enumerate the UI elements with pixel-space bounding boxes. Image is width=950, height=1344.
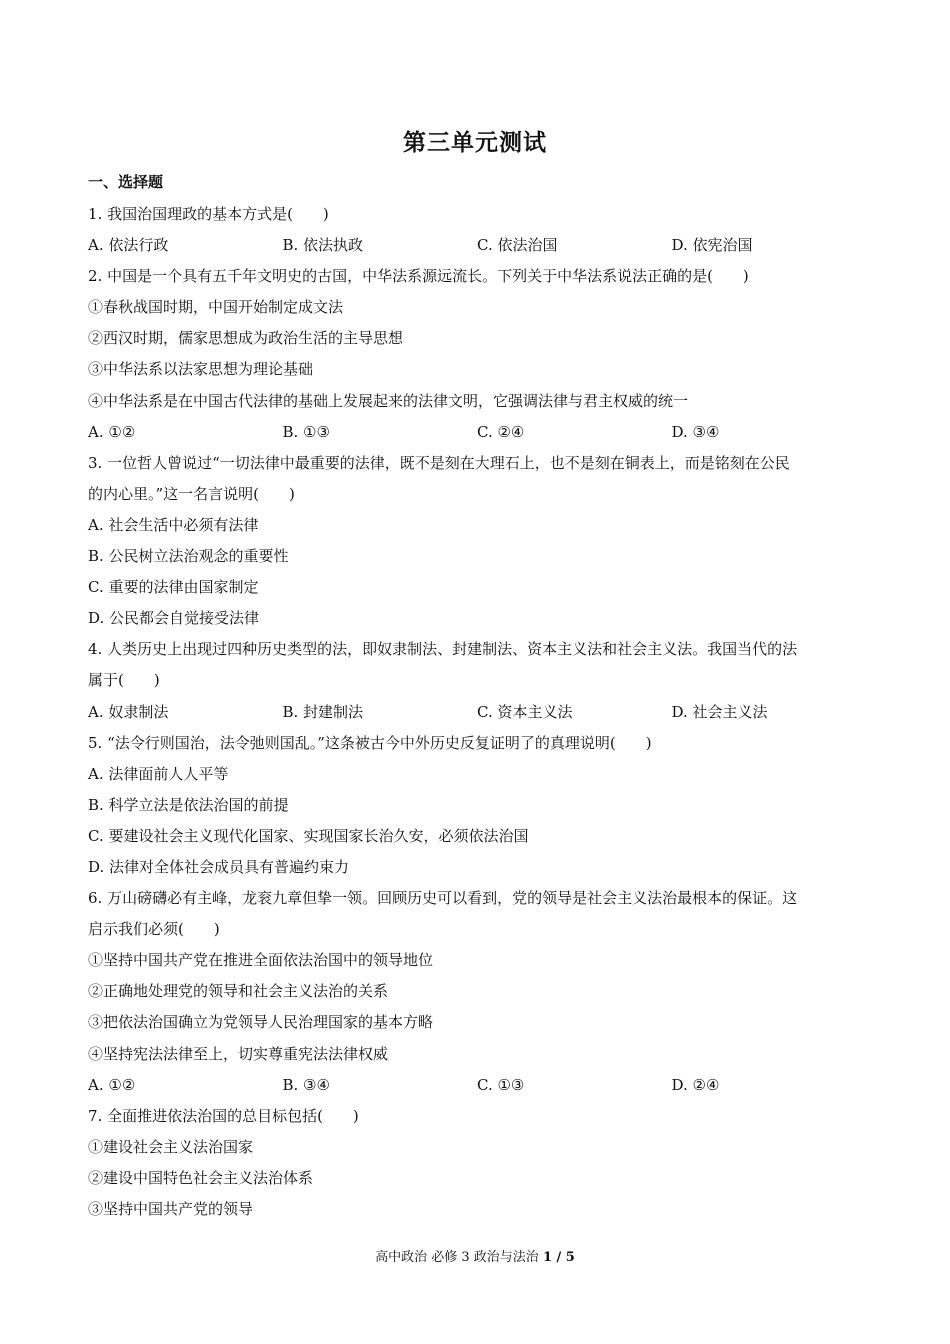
option-c: C. 资本主义法 xyxy=(477,702,573,721)
option-b: B. 依法执政 xyxy=(282,236,364,255)
option-c: C. 依法治国 xyxy=(477,236,558,255)
option-b: B. ①③ xyxy=(282,422,330,441)
statement-item: ②正确地处理党的领导和社会主义法治的关系 xyxy=(88,982,389,1001)
option-a: A. 奴隶制法 xyxy=(88,702,169,721)
question-6-stem-cont: 启示我们必须( ) xyxy=(88,920,220,939)
option-b: B. 公民树立法治观念的重要性 xyxy=(88,547,289,566)
page-title: 第三单元测试 xyxy=(403,129,547,156)
question-list xyxy=(88,199,866,1225)
question-3-stem: 3. 一位哲人曾说过“一切法律中最重要的法律，既不是刻在大理石上，也不是刻在铜表上，而是铭刻在公民 xyxy=(88,453,790,472)
option-c: C. 要建设社会主义现代化国家、实现国家长治久安，必须依法治国 xyxy=(88,826,529,845)
question-2-options xyxy=(88,417,866,448)
option-a: A. 社会生活中必须有法律 xyxy=(88,515,259,534)
question-4-stem-cont: 属于( ) xyxy=(88,671,160,690)
section-heading: 一、选择题 xyxy=(88,173,164,191)
option-d: D. 公民都会自觉接受法律 xyxy=(88,609,260,628)
question-3-stem-cont: 的内心里。”这一名言说明( ) xyxy=(88,484,295,503)
option-d: D. ③④ xyxy=(671,422,720,441)
option-a: A. 依法行政 xyxy=(88,236,169,255)
option-d: D. 法律对全体社会成员具有普遍约束力 xyxy=(88,857,350,876)
option-c: C. ①③ xyxy=(477,1075,525,1094)
option-a: A. ①② xyxy=(88,1075,136,1094)
statement-item: ③中华法系以法家思想为理论基础 xyxy=(88,360,314,379)
option-d: D. ②④ xyxy=(671,1075,720,1094)
option-b: B. 科学立法是依法治国的前提 xyxy=(88,795,289,814)
question-2-stem: 2. 中国是一个具有五千年文明史的古国，中华法系源远流长。下列关于中华法系说法正确的是( ) xyxy=(88,267,749,286)
question-4-options xyxy=(88,697,866,728)
statement-item: ①建设社会主义法治国家 xyxy=(88,1137,254,1156)
page-number: 1 / 5 xyxy=(542,1250,575,1265)
option-b: B. ③④ xyxy=(282,1075,330,1094)
question-1-stem: 1. 我国治国理政的基本方式是( ) xyxy=(88,205,329,223)
statement-item: ②建设中国特色社会主义法治体系 xyxy=(88,1168,314,1187)
statement-item: ③坚持中国共产党的领导 xyxy=(88,1200,254,1218)
option-a: A. 法律面前人人平等 xyxy=(88,764,229,783)
option-d: D. 依宪治国 xyxy=(671,236,753,255)
option-b: B. 封建制法 xyxy=(282,702,364,721)
page-footer xyxy=(0,1246,950,1265)
question-6-stem: 6. 万山磅礴必有主峰，龙衮九章但挚一领。回顾历史可以看到，党的领导是社会主义法治最根本的保证。这 xyxy=(88,889,798,908)
question-4-stem: 4. 人类历史上出现过四种历史类型的法，即奴隶制法、封建制法、资本主义法和社会主义法。我国当代的法 xyxy=(88,640,798,659)
option-a: A. ①② xyxy=(88,422,136,441)
question-7-stem: 7. 全面推进依法治国的总目标包括( ) xyxy=(88,1106,359,1125)
statement-item: ①春秋战国时期，中国开始制定成文法 xyxy=(88,298,344,317)
statement-item: ③把依法治国确立为党领导人民治理国家的基本方略 xyxy=(88,1013,434,1032)
statement-item: ①坚持中国共产党在推进全面依法治国中的领导地位 xyxy=(88,951,434,970)
option-d: D. 社会主义法 xyxy=(671,702,768,721)
statement-item: ②西汉时期，儒家思想成为政治生活的主导思想 xyxy=(88,329,404,348)
question-1-options xyxy=(88,230,866,261)
option-c: C. 重要的法律由国家制定 xyxy=(88,578,259,597)
statement-item: ④中华法系是在中国古代法律的基础上发展起来的法律文明，它强调法律与君主权威的统一 xyxy=(88,391,689,410)
footer-text: 高中政治 必修 3 政治与法治 xyxy=(375,1250,543,1265)
statement-item: ④坚持宪法法律至上，切实尊重宪法法律权威 xyxy=(88,1044,389,1063)
question-6-options xyxy=(88,1070,866,1101)
question-5-stem: 5. “法令行则国治，法令弛则国乱。”这条被古今中外历史反复证明了的真理说明( ) xyxy=(88,733,652,752)
option-c: C. ②④ xyxy=(477,422,525,441)
